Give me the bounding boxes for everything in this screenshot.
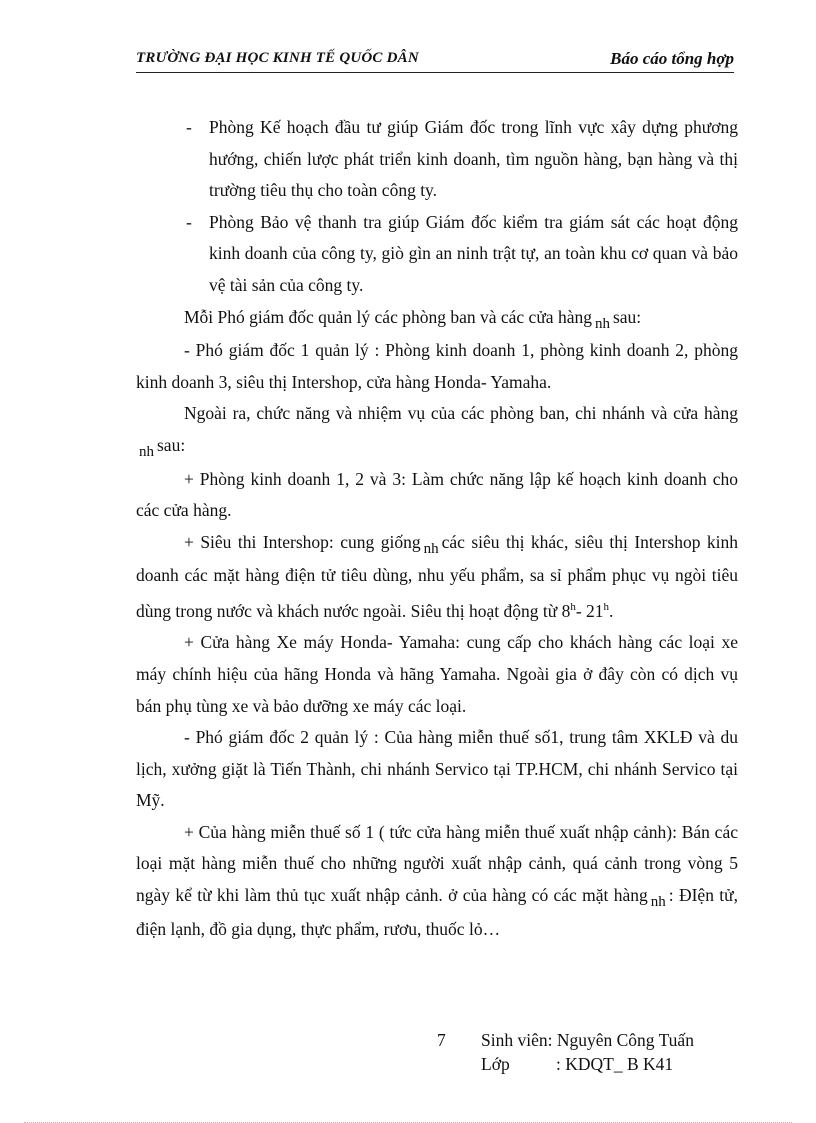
bullet-text-continued: phương hướng, chiến lược phát triển kinh doanh, tìm nguồn hàng, bạn hàng và thị trường tiêu thụ cho toàn công ty. xyxy=(209,117,739,201)
paragraph-text: - 21 xyxy=(575,600,604,621)
student-name: Sinh viên: Nguyên Công Tuấn xyxy=(481,1030,694,1050)
report-title: Báo cáo tổng hợp xyxy=(610,49,734,68)
superscript-h: h xyxy=(570,600,576,613)
paragraph: + Phòng kinh doanh 1, 2 và 3: Làm chức năng lập kế hoạch kinh doanh cho các cửa hàng. xyxy=(136,468,738,521)
school-name: TRƯỜNG ĐẠI HỌC KINH TẾ QUỐC DÂN xyxy=(136,50,419,66)
nh-fragment: nh xyxy=(650,894,666,911)
bullet-dash: - xyxy=(186,117,192,137)
paragraph-text: sau: xyxy=(612,306,642,327)
paragraph-text: . xyxy=(609,600,614,621)
bullet-text: Phòng Kế hoạch đầu tư giúp Giám đốc trong lĩnh vực xây dựng xyxy=(209,117,678,137)
document-body xyxy=(136,112,738,945)
bullet-text-continued: động kinh doanh của công ty, giò gìn an ninh trật tự, an toàn khu cơ quan và bảo vệ tài sản của công ty. xyxy=(209,211,738,295)
paragraph-text: Ngoài ra, chức năng và nhiệm vụ của các phòng ban, chi nhánh và cửa hàng xyxy=(184,403,738,424)
paragraph-text: : ĐIện tử, điện lạnh, đồ gia dụng, thực phẩm, rươu, thuốc lỏ… xyxy=(136,885,738,939)
paragraph xyxy=(136,527,738,628)
nh-fragment: nh xyxy=(594,315,610,332)
bullet-dash: - xyxy=(186,211,192,232)
paragraph: - Phó giám đốc 2 quản lý : Của hàng miễn thuế số1, trung tâm XKLĐ và du lịch, xưởng giặt là Tiến Thành, chi nhánh Servico tại TP.HCM, chi nhánh Servico tại Mỹ. xyxy=(136,727,738,811)
paragraph-text: các siêu thị khác, siêu thị Intershop kinh doanh các mặt hàng điện tử tiêu dùng, nhu yếu phẩm, sa sỉ phẩm phục vụ ngòi tiêu dùng trong nước và khách nước ngoài. Siêu thị hoạt động từ 8 xyxy=(136,531,739,621)
paragraph-text: + Của hàng miễn thuế số 1 ( tức cửa hàng miễn thuế xuất nhập cảnh): Bán các loại mặt hàng miễn thuế cho những người xuất nhập cảnh, quá cảnh trong vòng 5 ngày kể từ khi làm thủ tục xuất nhập cảnh. ở của hàng có các mặt hàng xyxy=(136,821,738,906)
page-header xyxy=(136,50,734,73)
paragraph-text: Mỗi Phó giám đốc quản lý các phòng ban và các cửa hàng xyxy=(184,306,592,327)
paragraph-text: + Siêu thi Intershop: cung giống xyxy=(184,531,421,552)
bullet-item xyxy=(136,112,738,207)
nh-fragment: nh xyxy=(139,443,154,460)
paragraph: - Phó giám đốc 1 quản lý : Phòng kinh doanh 1, phòng kinh doanh 2, phòng kinh doanh 3, siêu thị Intershop, cửa hàng Honda- Yamaha. xyxy=(136,340,738,392)
paragraph xyxy=(136,817,738,945)
class-label: Lớp xyxy=(481,1054,510,1074)
paragraph-text: sau: xyxy=(157,434,186,455)
bullet-text: Phòng Bảo vệ thanh tra giúp Giám đốc kiểm tra giám sát các hoạt xyxy=(209,211,697,232)
page-number: 7 xyxy=(437,1030,446,1050)
paragraph xyxy=(136,302,738,336)
bullet-item xyxy=(136,207,738,302)
superscript-h: h xyxy=(603,600,610,613)
paragraph: + Cửa hàng Xe máy Honda- Yamaha: cung cấp cho khách hàng các loại xe máy chính hiệu của hãng Honda và hãng Yamaha. Ngoài gia ở đây còn có dịch vụ bán phụ tùng xe và bảo dưỡng xe máy các loại. xyxy=(136,632,738,716)
nh-fragment: nh xyxy=(423,540,439,557)
paragraph xyxy=(136,398,738,463)
class-value: : KDQT_ B K41 xyxy=(556,1054,674,1074)
class-info xyxy=(481,1054,673,1075)
